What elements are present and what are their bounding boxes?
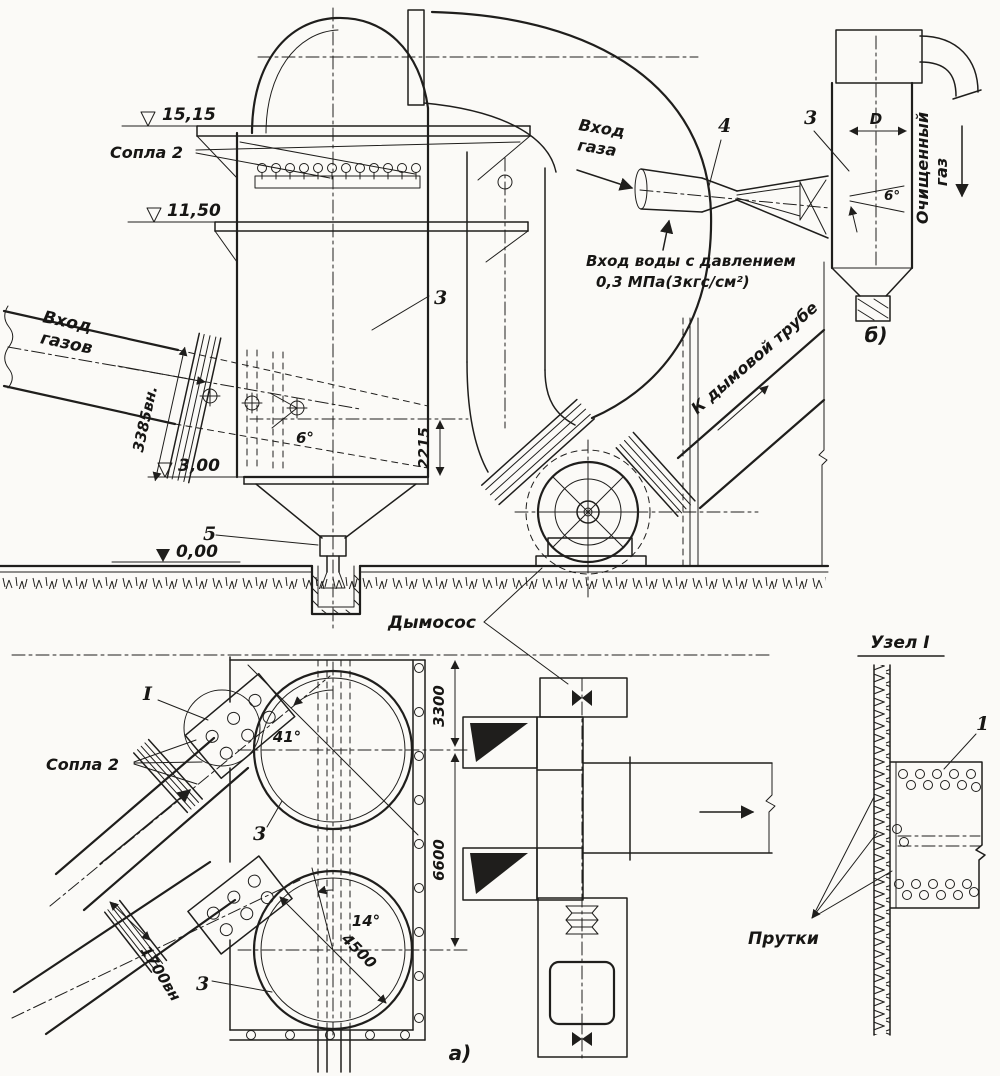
item-1-label: 1 (976, 713, 990, 735)
dim-6600: 6600 (430, 839, 448, 881)
nozzles-label-plan: Сопла 2 (46, 755, 120, 774)
clean-gas-line1: Очищенный (913, 111, 932, 225)
clean-gas-label-2 (932, 158, 951, 186)
detail-wall (874, 665, 890, 1035)
gas-inlet-line1: Вход (40, 307, 94, 338)
dim-d: D (869, 110, 883, 128)
gas-inlet-b-line1: Вход (577, 115, 627, 142)
angle-6-main: 6° (296, 429, 314, 447)
water-label-line2: 0,3 МПа(3кгс/см²) (596, 273, 750, 291)
fan-label: Дымосос (388, 613, 476, 633)
figure-a-label: а) (448, 1041, 472, 1065)
angle-41: 41° (272, 728, 302, 746)
elevation-value-11-50: 11,50 (167, 201, 221, 221)
dim-2215: 2215 (415, 427, 433, 469)
dim-1700: 1700вн (136, 942, 185, 1005)
clean-gas-label-1 (913, 112, 932, 224)
elevation-value-0-00: 0,00 (176, 542, 218, 562)
nozzles-label-elevation: Сопла 2 (110, 143, 184, 162)
water-label-line1: Вход воды с давлением (586, 252, 796, 270)
gas-inlet-line2: газов (38, 328, 95, 359)
detail-title: Узел I (870, 633, 930, 653)
angle-14: 14° (351, 912, 381, 930)
clean-gas-line2: газ (932, 157, 951, 187)
item-5-label: 5 (203, 523, 217, 545)
dim-4500: 4500 (337, 929, 381, 973)
item-3-main-label: 3 (434, 287, 448, 309)
item-3-b-label: 3 (804, 107, 818, 129)
figure-b-label: б) (864, 323, 888, 347)
gas-inlet-b-line2: газа (576, 135, 618, 161)
item-4-label: 4 (718, 115, 732, 137)
detail-ref-label: I (143, 683, 152, 705)
rods-label: Прутки (748, 929, 819, 949)
elevation-value-15-15: 15,15 (162, 105, 216, 125)
item-3-plan-bottom: 3 (196, 973, 210, 995)
elevation-value-3-00: 3,00 (178, 456, 220, 476)
to-stack-text: К дымовой трубе (687, 297, 822, 418)
item-3-plan-top: 3 (253, 823, 267, 845)
angle-6-b: 6° (884, 188, 901, 204)
dim-3300: 3300 (430, 685, 448, 727)
dim-3385: 3385вн. (129, 384, 162, 454)
